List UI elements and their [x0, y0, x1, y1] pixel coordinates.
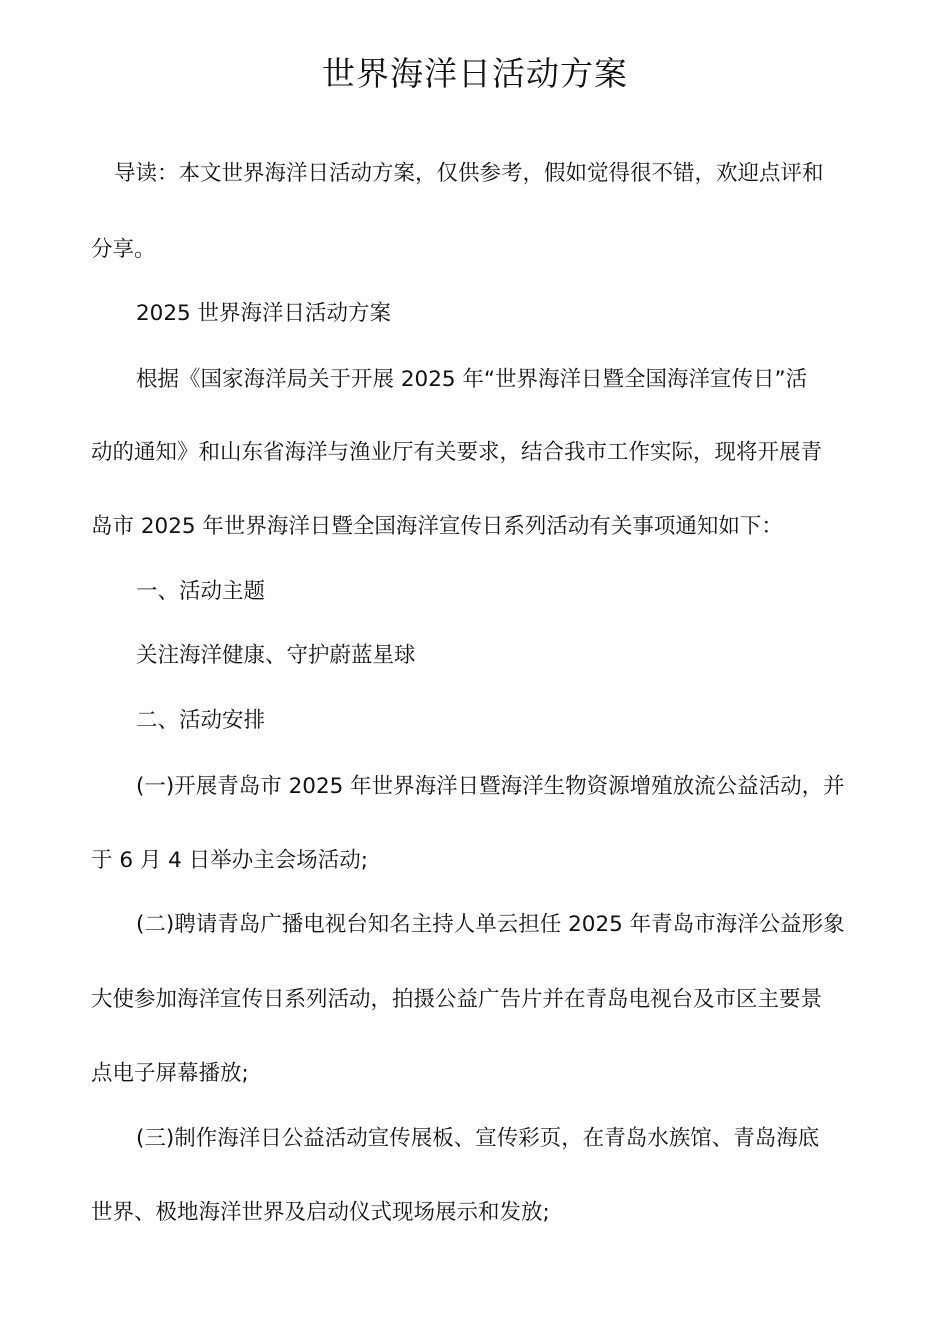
item-2-line-2: 大使参加海洋宣传日系列活动，拍摄公益广告片并在青岛电视台及市区主要景: [91, 987, 823, 1012]
intro-line-2: 分享。: [91, 237, 156, 262]
basis-line-3: 岛市 2025 年世界海洋日暨全国海洋宣传日系列活动有关事项通知如下：: [91, 514, 783, 539]
item-2-line-1: (二)聘请青岛广播电视台知名主持人单云担任 2025 年青岛市海洋公益形象: [136, 912, 845, 937]
section-heading-schedule: 二、活动安排: [136, 708, 266, 733]
item-3-line-2: 世界、极地海洋世界及启动仪式现场展示和发放;: [91, 1200, 550, 1225]
basis-line-2: 动的通知》和山东省海洋与渔业厅有关要求，结合我市工作实际，现将开展青: [91, 440, 823, 465]
document-subtitle: 2025 世界海洋日活动方案: [136, 301, 392, 326]
intro-line-1: 导读：本文世界海洋日活动方案，仅供参考，假如觉得很不错，欢迎点评和: [114, 161, 824, 186]
basis-line-1: 根据《国家海洋局关于开展 2025 年“世界海洋日暨全国海洋宣传日”活: [136, 367, 808, 392]
document-title: 世界海洋日活动方案: [322, 54, 628, 93]
item-3-line-1: (三)制作海洋日公益活动宣传展板、宣传彩页，在青岛水族馆、青岛海底: [136, 1126, 820, 1151]
item-1-line-2: 于 6 月 4 日举办主会场活动;: [91, 848, 368, 873]
section-heading-theme: 一、活动主题: [136, 579, 266, 604]
item-2-line-3: 点电子屏幕播放;: [91, 1061, 249, 1086]
item-1-line-1: (一)开展青岛市 2025 年世界海洋日暨海洋生物资源增殖放流公益活动，并: [136, 774, 845, 799]
theme-text: 关注海洋健康、守护蔚蓝星球: [136, 643, 416, 668]
